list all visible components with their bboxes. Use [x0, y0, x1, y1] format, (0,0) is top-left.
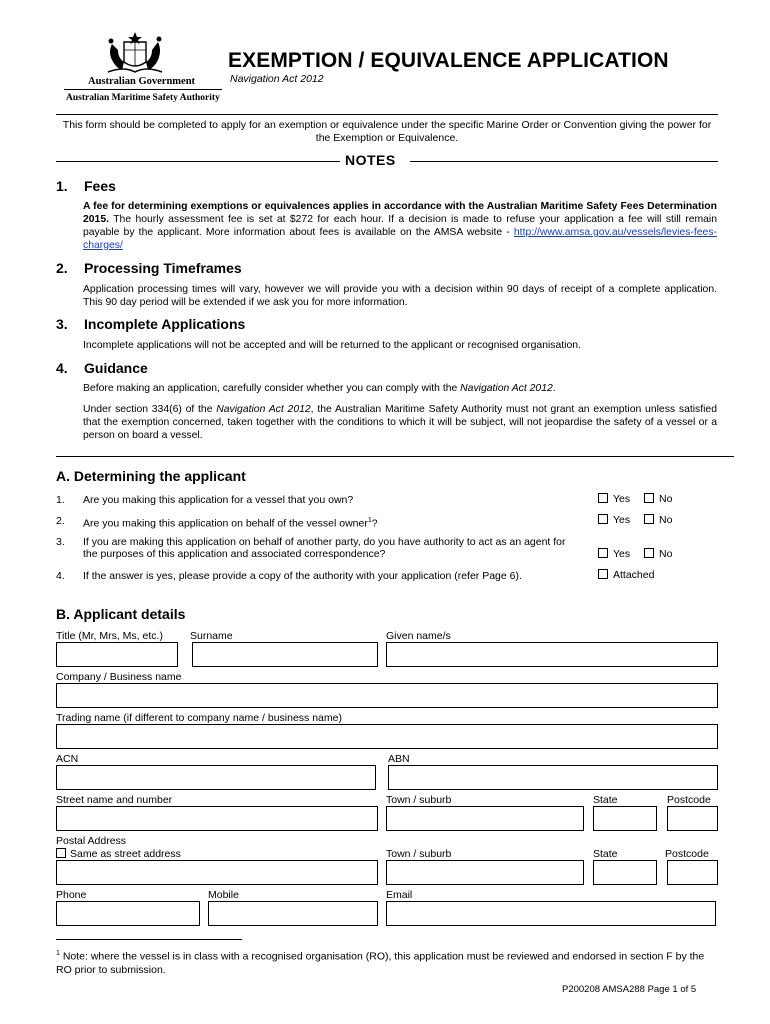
state-input[interactable] — [593, 806, 657, 831]
title-label: Title (Mr, Mrs, Ms, etc.) — [56, 630, 163, 642]
postal-state-input[interactable] — [593, 860, 657, 885]
header-divider — [56, 114, 718, 115]
notes-rule-left — [56, 161, 340, 162]
footnote-divider — [56, 939, 242, 940]
q3-yes-label: Yes — [613, 548, 631, 560]
guidance-heading — [56, 360, 148, 376]
company-label: Company / Business name — [56, 671, 182, 683]
fees-body: The hourly assessment fee is set at $272 for each hour. If a decision is made to refuse your application a fee will still remain payable by the applicant. More information about fees is available on the AMSA website - — [83, 214, 717, 238]
abn-label: ABN — [388, 753, 410, 765]
guidance-num: 4. — [56, 360, 68, 376]
question-4-text: If the answer is yes, please provide a copy of the authority with your application (refer Page 6). — [83, 570, 522, 582]
q1-no-option[interactable] — [644, 493, 672, 505]
postal-postcode-label: Postcode — [665, 848, 709, 860]
q2-yes-option[interactable] — [598, 514, 630, 526]
acn-label: ACN — [56, 753, 79, 765]
guidance-p2-b: , the Australian Maritime Safety Authority must not grant an exemption unless satisfied that the exemption concerned, taken together with the conditions to which it will be subject, will not jeopardise the safety of a vessel or a person on board a vessel. — [83, 404, 717, 441]
processing-title: Processing Timeframes — [84, 260, 242, 276]
postal-address-label: Postal Address — [56, 835, 127, 847]
fees-num: 1. — [56, 178, 68, 194]
guidance-p2-a: Under section 334(6) of the — [83, 404, 217, 415]
street-input[interactable] — [56, 806, 378, 831]
given-name-label: Given name/s — [386, 630, 451, 642]
notes-end-divider — [56, 456, 734, 457]
incomplete-text: Incomplete applications will not be accepted and will be returned to the applicant or recognised organisation. — [83, 340, 581, 351]
postal-street-input[interactable] — [56, 860, 378, 885]
q2-no-option[interactable] — [644, 514, 672, 526]
mobile-input[interactable] — [208, 901, 378, 926]
town-input[interactable] — [386, 806, 584, 831]
fees-text — [83, 200, 717, 252]
same-as-street-checkbox[interactable] — [56, 848, 66, 858]
page-footer: P200208 AMSA288 Page 1 of 5 — [562, 984, 697, 995]
postcode-label: Postcode — [667, 794, 711, 806]
q3-no-label: No — [659, 548, 673, 560]
question-4-num: 4. — [56, 570, 65, 582]
phone-label: Phone — [56, 889, 87, 901]
footnote-marker: 1 — [56, 950, 60, 957]
form-title: EXEMPTION / EQUIVALENCE APPLICATION — [228, 49, 669, 72]
fees-bold: A fee for determining exemptions or equivalences applies in accordance with the Australian Maritime Safety Fees Determination 2015. — [83, 201, 717, 225]
processing-heading — [56, 260, 242, 276]
postal-town-label: Town / suburb — [386, 848, 452, 860]
q4-attached-label: Attached — [613, 569, 655, 581]
email-input[interactable] — [386, 901, 716, 926]
question-2-text — [83, 515, 573, 530]
question-1-num: 1. — [56, 494, 65, 506]
q2-footnote-ref: 1 — [367, 517, 372, 524]
phone-input[interactable] — [56, 901, 200, 926]
q2-yes-checkbox[interactable] — [598, 514, 608, 524]
q2-no-checkbox[interactable] — [644, 514, 654, 524]
given-name-input[interactable] — [386, 642, 718, 667]
guidance-p1-italic: Navigation Act 2012 — [460, 383, 553, 394]
mobile-label: Mobile — [208, 889, 239, 901]
coat-of-arms-icon — [104, 30, 166, 76]
guidance-p1 — [83, 382, 717, 395]
q1-no-checkbox[interactable] — [644, 493, 654, 503]
fees-link[interactable]: http://www.amsa.gov.au/vessels/levies-fees-charges/ — [83, 227, 717, 251]
processing-num: 2. — [56, 260, 68, 276]
acn-input[interactable] — [56, 765, 376, 790]
q2-yes-label: Yes — [613, 514, 631, 526]
guidance-p1-b: . — [552, 383, 556, 394]
q2-text: Are you making this application on behalf of the vessel owner — [83, 517, 368, 530]
question-3-num: 3. — [56, 536, 65, 548]
question-2-num: 2. — [56, 515, 65, 527]
question-1-text: Are you making this application for a vessel that you own? — [83, 494, 354, 506]
postal-state-label: State — [593, 848, 618, 860]
q4-attached-checkbox[interactable] — [598, 569, 608, 579]
q4-attached-option[interactable] — [598, 569, 654, 581]
question-3-text: If you are making this application on behalf of another party, do you have authority to act as an agent for the purposes of this application and associated correspondence? — [83, 536, 566, 560]
q3-no-checkbox[interactable] — [644, 548, 654, 558]
fees-heading — [56, 178, 116, 194]
incomplete-num: 3. — [56, 316, 68, 332]
postcode-input[interactable] — [667, 806, 718, 831]
q3-no-option[interactable] — [644, 548, 672, 560]
title-input[interactable] — [56, 642, 178, 667]
notes-heading: NOTES — [345, 152, 396, 168]
guidance-p2-italic: Navigation Act 2012 — [216, 404, 311, 415]
email-label: Email — [386, 889, 413, 901]
postal-town-input[interactable] — [386, 860, 584, 885]
street-label: Street name and number — [56, 794, 173, 806]
abn-input[interactable] — [388, 765, 718, 790]
same-as-street-label: Same as street address — [70, 848, 181, 860]
q3-yes-option[interactable] — [598, 548, 630, 560]
footnote — [56, 947, 718, 977]
logo-divider — [64, 89, 222, 90]
town-label: Town / suburb — [386, 794, 452, 806]
intro-text: This form should be completed to apply for an exemption or equivalence under the specific Marine Order or Convention giving the power for the Exemption or Equivalence. — [62, 119, 712, 144]
company-input[interactable] — [56, 683, 718, 708]
guidance-p2 — [83, 403, 717, 442]
q2-no-label: No — [659, 514, 673, 526]
q1-yes-checkbox[interactable] — [598, 493, 608, 503]
processing-text: Application processing times will vary, however we will provide you with a decision within 90 days of receipt of a complete application. This 90 day period will be extended if we ask you for more information. — [83, 284, 717, 308]
state-label: State — [593, 794, 618, 806]
q1-yes-label: Yes — [613, 493, 631, 505]
form-subtitle: Navigation Act 2012 — [230, 73, 324, 85]
same-as-street-option[interactable] — [56, 848, 181, 860]
agency-name: Australian Maritime Safety Authority — [66, 93, 220, 103]
government-name: Australian Government — [88, 76, 196, 87]
q1-no-label: No — [659, 493, 673, 505]
q3-yes-checkbox[interactable] — [598, 548, 608, 558]
footnote-text: Note: where the vessel is in class with a recognised organisation (RO), this application must be reviewed and endorsed in section F by the RO prior to submission. — [56, 950, 705, 976]
incomplete-heading — [56, 316, 245, 332]
surname-input[interactable] — [192, 642, 378, 667]
section-b-heading: B. Applicant details — [56, 606, 186, 622]
trading-label: Trading name (if different to company name / business name) — [56, 712, 342, 724]
surname-label: Surname — [190, 630, 233, 642]
notes-rule-right — [410, 161, 718, 162]
q2-after: ? — [371, 517, 378, 530]
incomplete-title: Incomplete Applications — [84, 316, 246, 332]
trading-input[interactable] — [56, 724, 718, 749]
guidance-p1-a: Before making an application, carefully consider whether you can comply with the — [83, 383, 461, 394]
guidance-title: Guidance — [84, 360, 148, 376]
fees-title: Fees — [84, 178, 116, 194]
q1-yes-option[interactable] — [598, 493, 630, 505]
postal-postcode-input[interactable] — [667, 860, 718, 885]
section-a-heading: A. Determining the applicant — [56, 468, 246, 484]
